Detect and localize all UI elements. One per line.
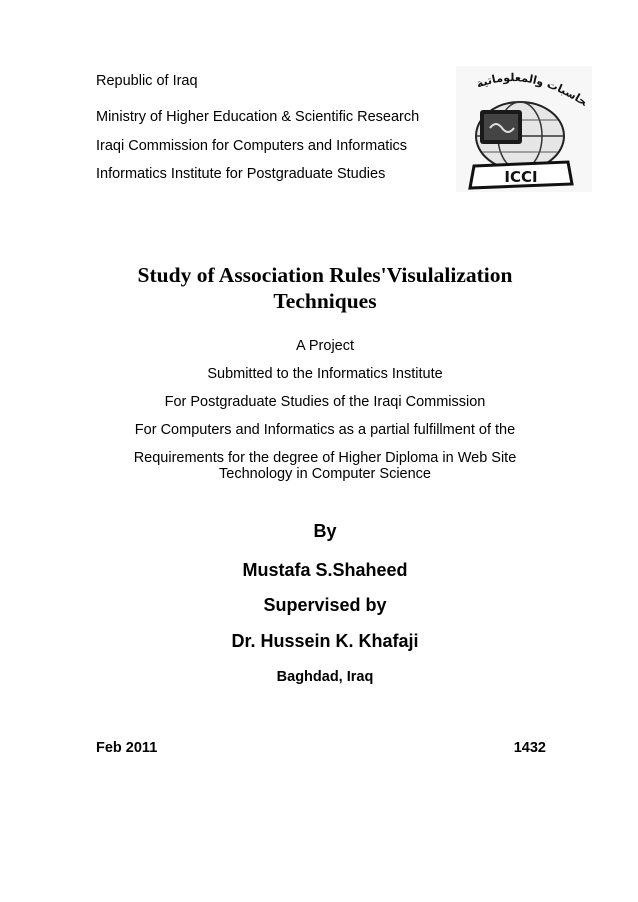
- by-label: By: [313, 521, 337, 541]
- logo-arabic-text: حاسبات والمعلوماتية: [474, 71, 590, 109]
- thesis-title-line2: Techniques: [273, 289, 377, 313]
- desc-submitted: Submitted to the Informatics Institute: [207, 366, 443, 382]
- icci-logo: [456, 66, 592, 192]
- thesis-title: [80, 262, 570, 314]
- date-gregorian: Feb 2011: [96, 740, 158, 756]
- desc-project: A Project: [295, 338, 355, 354]
- desc-postgraduate: For Postgraduate Studies of the Iraqi Commission: [164, 394, 486, 410]
- logo-acronym: ICCI: [504, 168, 538, 186]
- header-line-commission: Iraqi Commission for Computers and Informatics: [96, 138, 408, 154]
- header-line-institute: Informatics Institute for Postgraduate Studies: [96, 166, 386, 182]
- location: Baghdad, Iraq: [276, 669, 374, 685]
- header-line-ministry: Ministry of Higher Education & Scientific Research: [96, 109, 420, 125]
- supervised-by-label: Supervised by: [263, 595, 387, 615]
- icci-logo-icon: [456, 66, 592, 192]
- desc-technology: Technology in Computer Science: [219, 466, 431, 482]
- desc-computers: For Computers and Informatics as a partial fulfillment of the: [134, 422, 516, 438]
- date-hijri: 1432: [513, 740, 546, 756]
- header-line-republic: Republic of Iraq: [96, 73, 198, 89]
- desc-requirements: Requirements for the degree of Higher Diploma in Web Site: [133, 450, 517, 466]
- thesis-title-line1: Study of Association Rules'Visulalization: [137, 263, 513, 287]
- author-name: Mustafa S.Shaheed: [242, 560, 408, 580]
- supervisor-name: Dr. Hussein K. Khafaji: [231, 631, 419, 651]
